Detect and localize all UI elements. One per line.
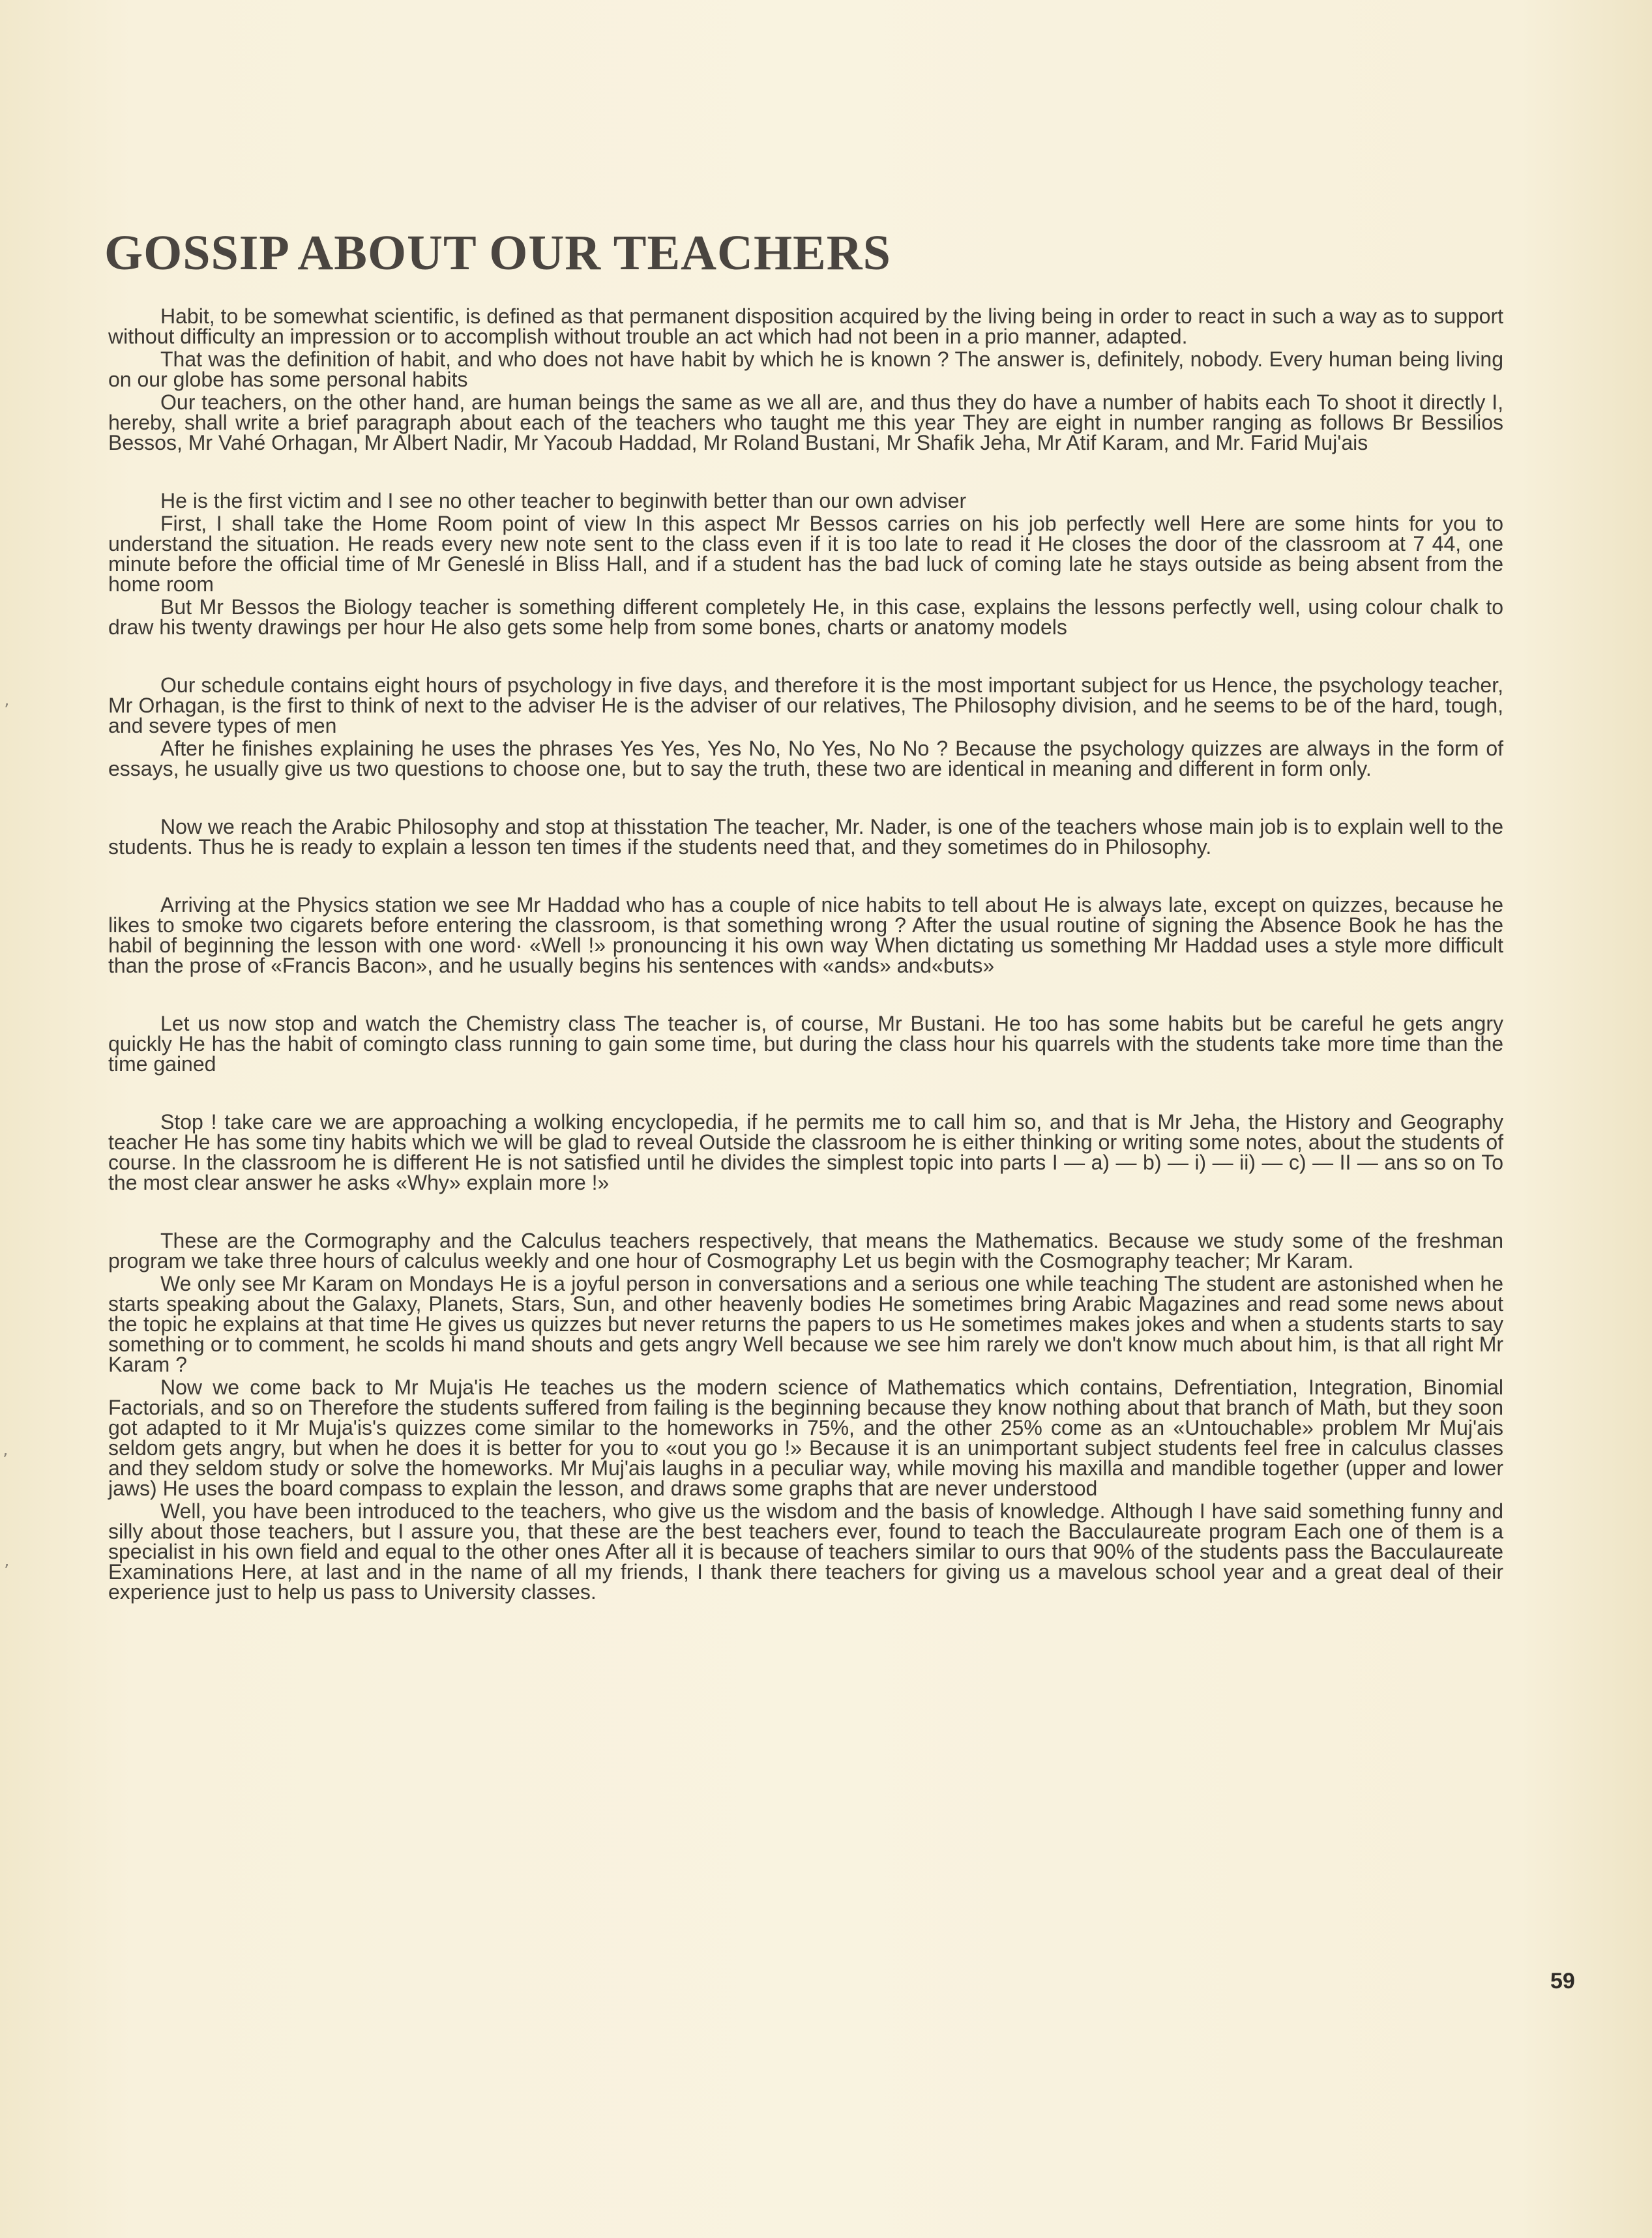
paragraph: Now we reach the Arabic Philosophy and stop at thisstation The teacher, Mr. Nader, is one of the teachers whose main job is to explain well to the students. Thus he is ready to explain a lesson ten times if the students need that, and they sometimes do in Philosophy. — [108, 815, 1503, 859]
paragraph: But Mr Bessos the Biology teacher is something different completely He, in this case, explains the lessons perfectly well, using colour chalk to draw his twenty drawings per hour He also gets some help from some bones, charts or anatomy models — [108, 595, 1503, 639]
paragraph: Let us now stop and watch the Chemistry class The teacher is, of course, Mr Bustani. He too has some habits but be careful he gets angry quickly He has the habit of comingto class running to gain some time, but during the class hour his quarrels with the students take more time than the time gained — [108, 1012, 1503, 1076]
binding-mark: ʼ — [4, 1561, 10, 1581]
paragraph: Habit, to be somewhat scientific, is defined as that permanent disposition acquired by the living being in order to react in such a way as to support without difficulty an impression or to accomplish without trouble an act which had not been in a prio manner, adapted. — [108, 304, 1503, 348]
paragraph: First, I shall take the Home Room point of view In this aspect Mr Bessos carries on his job perfectly well Here are some hints for you to understand the situation. He reads every new note sent to the class even if it is too late to read it He closes the door of the classroom at 7 44, one minute before the official time of Mr Geneslé in Bliss Hall, and if a student has the bad luck of coming late he stays outside as being absent from the home room — [108, 512, 1503, 596]
article-title: GOSSIP ABOUT OUR TEACHERS — [104, 226, 891, 280]
paragraph: Now we come back to Mr Muja'is He teaches us the modern science of Mathematics which contains, Defrentiation, Integration, Binomial Factorials, and so on Therefore the students suffered from failing is the beginning because they know nothing about that branch of Math, but they soon got adapted to it Mr Muja'is's quizzes come similar to the homeworks in 75%, and the other 25% come as an «Untouchable» problem Mr Muj'ais seldom gets angry, but when he does it is better for you to «out you go !» Because it is an unimportant subject students feel free in calculus classes and they seldom study or solve the homeworks. Mr Muj'ais laughs in a peculiar way, while moving his maxilla and mandible together (upper and lower jaws) He uses the board compass to explain the lesson, and draws some graphs that are never understood — [108, 1376, 1503, 1500]
paragraph: Stop ! take care we are approaching a wolking encyclopedia, if he permits me to call him so, and that is Mr Jeha, the History and Geography teacher He has some tiny habits which we will be glad to reveal Outside the classroom he is either thinking or writing some notes, about the students of course. In the classroom he is different He is not satisfied until he divides the simplest topic into parts I — a) — b) — i) — ii) — c) — II — ans so on To the most clear answer he asks «Why» explain more !» — [108, 1110, 1503, 1194]
paragraph: Arriving at the Physics station we see Mr Haddad who has a couple of nice habits to tell about He is always late, except on quizzes, because he likes to smoke two cigarets before entering the classroom, is that something wrong ? After the usual routine of signing the Absence Book he has the habil of beginning the lesson with one word· «Well !» pronouncing it his own way When dictating us something Mr Haddad uses a style more difficult than the prose of «Francis Bacon», and he usually begins his sentences with «ands» and«buts» — [108, 893, 1503, 977]
page-number: 59 — [1550, 1969, 1575, 1994]
paragraph: We only see Mr Karam on Mondays He is a joyful person in conversations and a serious one while teaching The student are astonished when he starts speaking about the Galaxy, Planets, Stars, Sun, and other heavenly bodies He sometimes bring Arabic Magazines and read some news about the topic he explains at that time He gives us quizzes but never returns the papers to us He sometimes makes jokes and when a students starts to say something or to comment, he scolds hi mand shouts and gets angry Well because we see him rarely we don't know much about him, is that all right Mr Karam ? — [108, 1272, 1503, 1376]
paragraph: Our schedule contains eight hours of psychology in five days, and therefore it is the most important subject for us Hence, the psychology teacher, Mr Orhagan, is the first to think of next to the adviser He is the adviser of our relatives, The Philosophy division, and he seems to be of the hard, tough, and severe types of men — [108, 673, 1503, 737]
article-body — [108, 306, 1503, 1605]
binding-mark: ʼ — [4, 701, 10, 720]
paragraph: Well, you have been introduced to the teachers, who give us the wisdom and the basis of knowledge. Although I have said something funny and silly about those teachers, but I assure you, that these are the best teachers ever, found to teach the Bacculaureate program Each one of them is a specialist in his own field and equal to the other ones After all it is because of teachers similar to ours that 90% of the students pass the Bacculaureate Examinations Here, at last and in the name of all my friends, I thank there teachers for giving us a mavelous school year and a great deal of their experience just to help us pass to University classes. — [108, 1499, 1503, 1604]
paragraph: Our teachers, on the other hand, are human beings the same as we all are, and thus they do have a number of habits each To shoot it directly I, hereby, shall write a brief paragraph about each of the teachers who taught me this year They are eight in number ranging as follows Br Bessilios Bessos, Mr Vahé Orhagan, Mr Albert Nadir, Mr Yacoub Haddad, Mr Roland Bustani, Mr Shafik Jeha, Mr Atif Karam, and Mr. Farid Muj'ais — [108, 390, 1503, 454]
paragraph: After he finishes explaining he uses the phrases Yes Yes, Yes No, No Yes, No No ? Because the psychology quizzes are always in the form of essays, he usually give us two questions to choose one, but to say the truth, these two are identical in meaning and different in form only. — [108, 737, 1503, 780]
paragraph: He is the first victim and I see no other teacher to beginwith better than our own adviser — [160, 489, 967, 512]
paragraph: These are the Cormography and the Calculus teachers respectively, that means the Mathematics. Because we study some of the freshman program we take three hours of calculus weekly and one hour of Cosmography Let us begin with the Cosmography teacher; Mr Karam. — [108, 1229, 1503, 1273]
binding-mark: ʼ — [3, 1450, 8, 1470]
paragraph: That was the definition of habit, and who does not have habit by which he is known ? The answer is, definitely, nobody. Every human being living on our globe has some personal habits — [108, 347, 1503, 391]
